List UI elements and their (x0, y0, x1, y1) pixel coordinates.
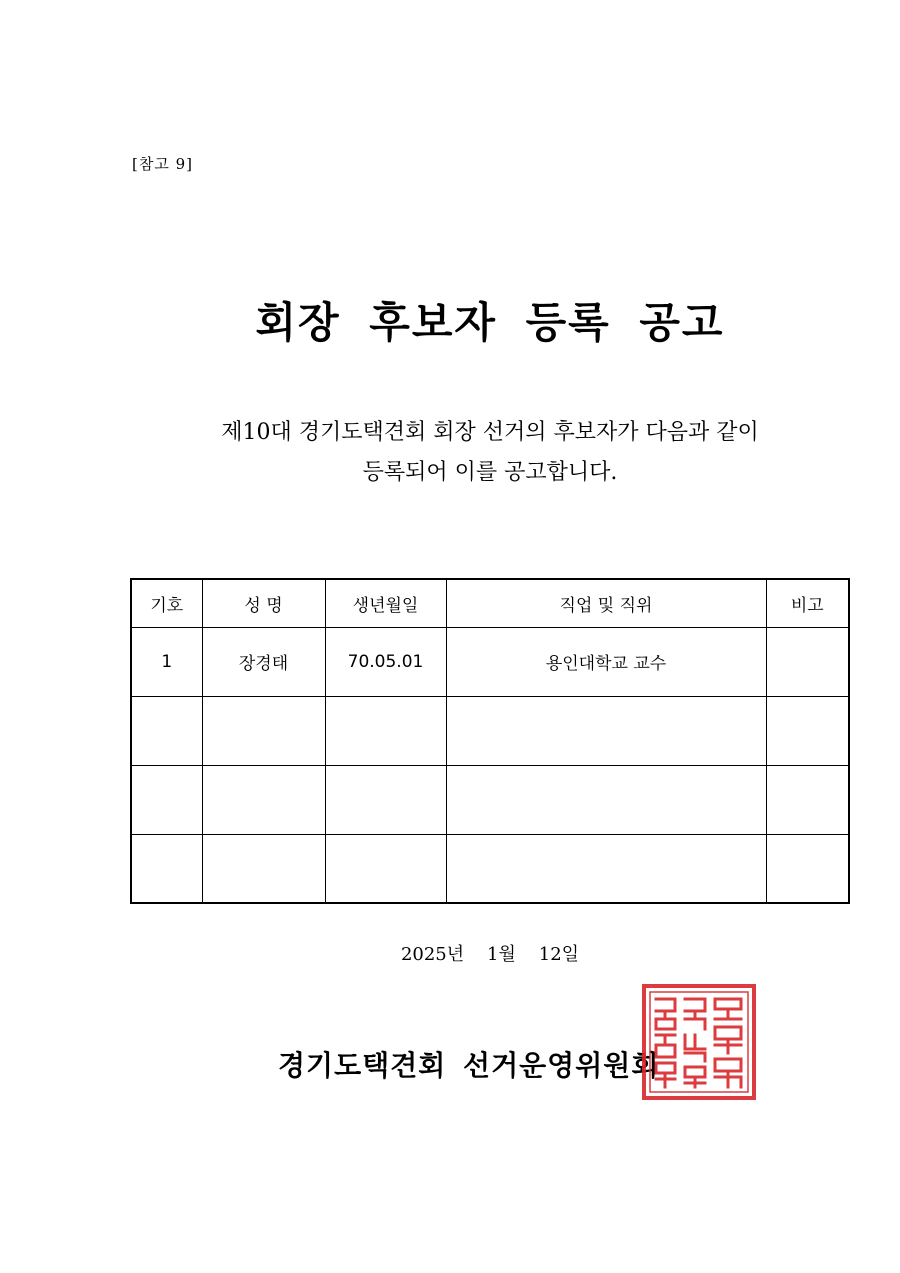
cell-remarks (766, 627, 849, 696)
cell-occupation (446, 696, 766, 765)
cell-number: 1 (131, 627, 202, 696)
cell-number (131, 765, 202, 834)
announcement-date: 2025년 1월 12일 (400, 944, 580, 965)
header-remarks: 비고 (766, 579, 849, 627)
table-row (131, 696, 849, 765)
table-row (131, 765, 849, 834)
cell-name (202, 765, 325, 834)
cell-name (202, 834, 325, 903)
cell-birthdate: 70.05.01 (325, 627, 446, 696)
organization-name: 경기도택견회 선거운영위원회 (278, 1049, 660, 1082)
table-header-row (131, 579, 849, 627)
cell-occupation (446, 834, 766, 903)
reference-label: [참고 9] (132, 155, 193, 173)
cell-birthdate (325, 765, 446, 834)
cell-name (202, 696, 325, 765)
candidate-table (130, 578, 850, 904)
cell-birthdate (325, 696, 446, 765)
page-title: 회장 후보자 등록 공고 (255, 298, 725, 347)
cell-occupation: 용인대학교 교수 (446, 627, 766, 696)
cell-remarks (766, 696, 849, 765)
seal-outer-border (644, 986, 754, 1098)
seal-stylized-glyphs (656, 999, 741, 1087)
table-row (131, 834, 849, 903)
cell-number (131, 834, 202, 903)
cell-remarks (766, 765, 849, 834)
announcement-line-1: 제10대 경기도택견회 회장 선거의 후보자가 다음과 같이 (221, 420, 759, 445)
cell-remarks (766, 834, 849, 903)
official-seal (641, 983, 757, 1101)
header-occupation: 직업 및 직위 (446, 579, 766, 627)
header-number: 기호 (131, 579, 202, 627)
announcement-line-2: 등록되어 이를 공고합니다. (362, 460, 618, 485)
header-name: 성 명 (202, 579, 325, 627)
cell-occupation (446, 765, 766, 834)
announcement-text (150, 413, 830, 493)
table-row (131, 627, 849, 696)
cell-name: 장경태 (202, 627, 325, 696)
cell-number (131, 696, 202, 765)
cell-birthdate (325, 834, 446, 903)
header-birthdate: 생년월일 (325, 579, 446, 627)
